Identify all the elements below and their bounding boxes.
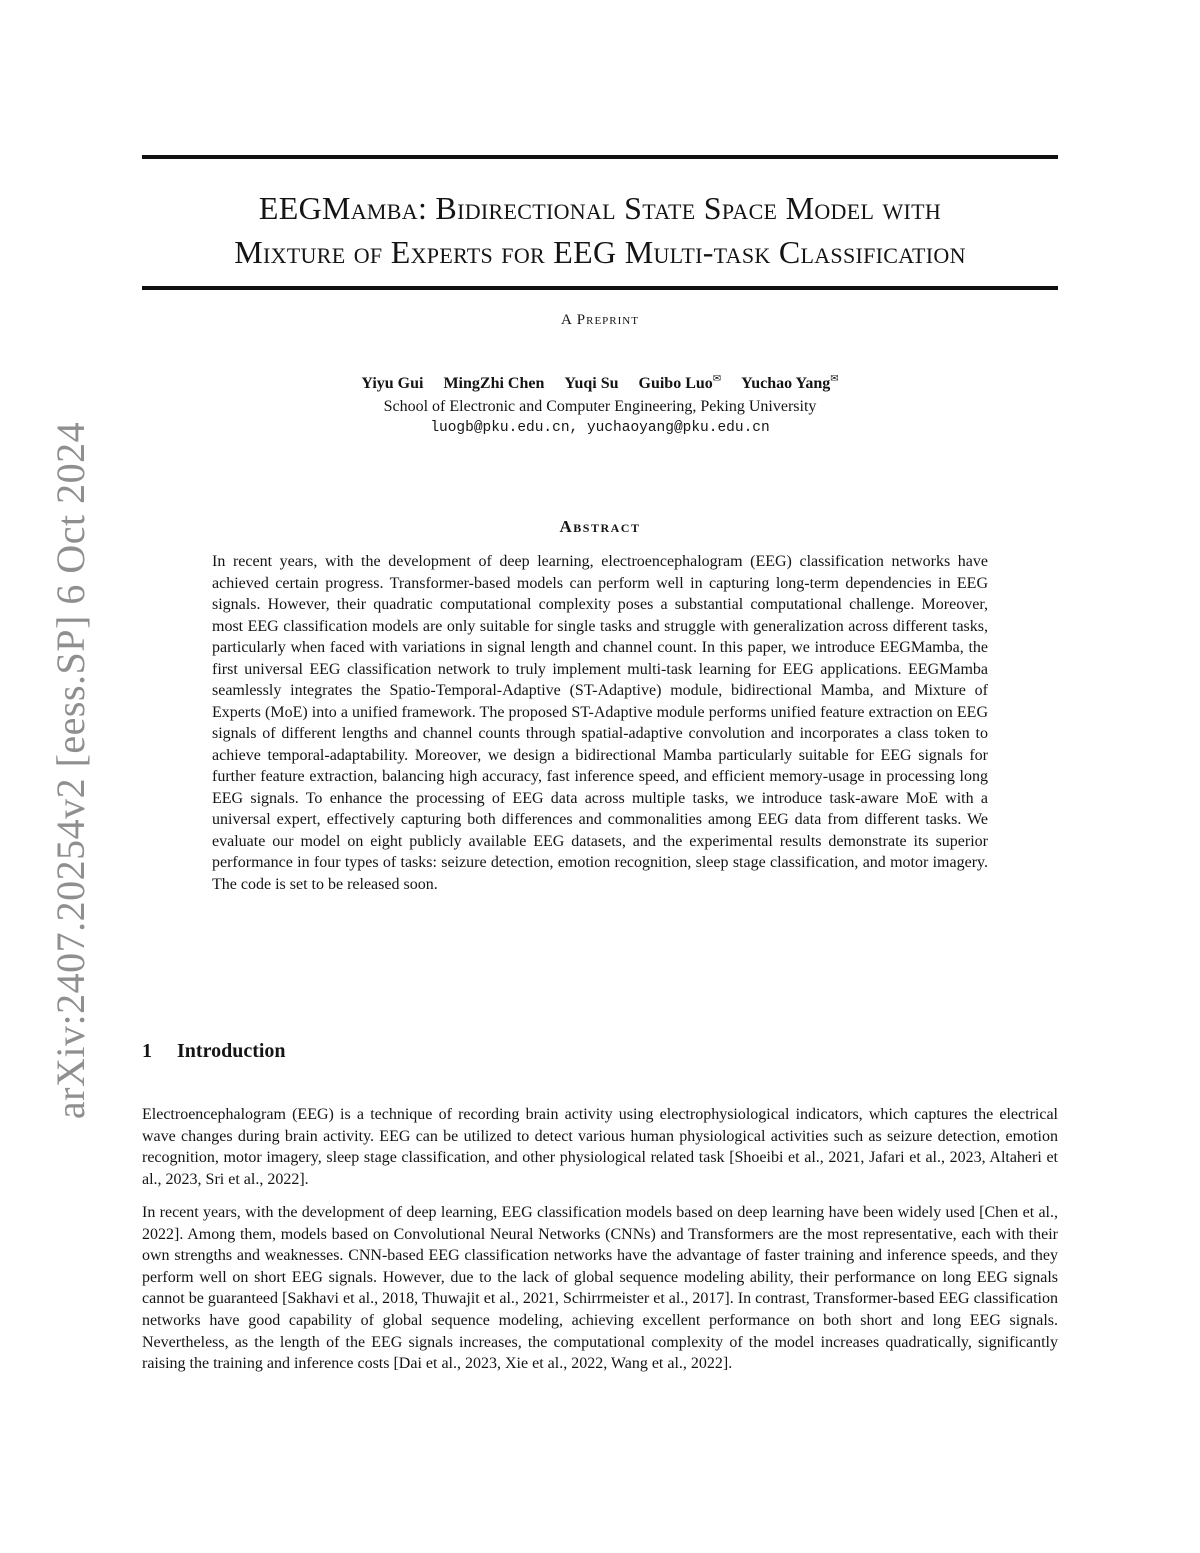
author-name: Yiyu Gui	[361, 375, 424, 393]
envelope-icon: ✉	[712, 374, 722, 385]
author-name: Guibo Luo	[638, 375, 713, 393]
author-name: MingZhi Chen	[443, 375, 545, 393]
title-bottom-rule	[142, 286, 1058, 290]
author-list	[0, 374, 1200, 393]
author	[564, 375, 618, 392]
section-title: Introduction	[177, 1040, 286, 1062]
author	[443, 375, 544, 392]
intro-paragraph: In recent years, with the development of deep learning, EEG classification models based on deep learning have been widely used [Chen et al., 2022]. Among them, models based on Convolutional Neural Networks (CNNs) and Transformers are the most representative, each with their own strengths and weaknesses. CNN-based EEG classification networks have the advantage of faster training and inference speeds, and they perform well on short EEG signals. However, due to the lack of global sequence modeling ability, their performance on long EEG signals cannot be guaranteed [Sakhavi et al., 2018, Thuwajit et al., 2021, Schirrmeister et al., 2017]. In contrast, Transformer-based EEG classification networks have good capability of global sequence modeling, achieving excellent performance on both short and long EEG signals. Nevertheless, as the length of the EEG signals increases, the computational complexity of the model increases quadratically, significantly raising the training and inference costs [Dai et al., 2023, Xie et al., 2022, Wang et al., 2022].	[142, 1204, 1058, 1373]
contact-emails: luogb@pku.edu.cn, yuchaoyang@pku.edu.cn	[430, 420, 770, 436]
paper-title	[142, 186, 1058, 274]
abstract-text: In recent years, with the development of deep learning, electroencephalogram (EEG) classification networks have achieved certain progress. Transformer-based models can perform well in capturing long-term dependencies in EEG signals. However, their quadratic computational complexity poses a substantial computational challenge. Moreover, most EEG classification models are only suitable for single tasks and struggle with generalization across different tasks, particularly when faced with variations in signal length and channel count. In this paper, we introduce EEGMamba, the first universal EEG classification network to truly implement multi-task learning for EEG applications. EEGMamba seamlessly integrates the Spatio-Temporal-Adaptive (ST-Adaptive) module, bidirectional Mamba, and Mixture of Experts (MoE) into a unified framework. The proposed ST-Adaptive module performs unified feature extraction on EEG signals of different lengths and channel counts through spatial-adaptive convolution and incorporates a class token to achieve temporal-adaptability. Moreover, we design a bidirectional Mamba particularly suitable for EEG signals for further feature extraction, balancing high accuracy, fast inference speed, and efficient memory-usage in processing long EEG signals. To enhance the processing of EEG data across multiple tasks, we introduce task-aware MoE with a universal expert, effectively capturing both differences and commonalities among EEG data from different tasks. We evaluate our model on eight publicly available EEG datasets, and the experimental results demonstrate its superior performance in four types of tasks: seizure detection, emotion recognition, sleep stage classification, and motor imagery. The code is set to be released soon.	[212, 553, 988, 893]
abstract-heading: Abstract	[559, 517, 641, 536]
title-line-1: EEGMamba: Bidirectional State Space Model with	[258, 190, 942, 226]
author	[361, 375, 423, 392]
affiliation: School of Electronic and Computer Engineering, Peking University	[383, 398, 817, 415]
author	[741, 375, 838, 392]
author-name: Yuqi Su	[564, 375, 619, 393]
title-top-rule	[142, 155, 1058, 159]
title-line-2: Mixture of Experts for EEG Multi-task Classification	[234, 234, 966, 270]
author	[639, 375, 722, 392]
section-number: 1	[142, 1040, 152, 1062]
arxiv-identifier: arXiv:2407.20254v2 [eess.SP] 6 Oct 2024	[48, 421, 94, 1119]
envelope-icon: ✉	[830, 374, 839, 385]
preprint-label: A Preprint	[561, 312, 639, 328]
intro-paragraph: Electroencephalogram (EEG) is a technique of recording brain activity using electrophysiological indicators, which captures the electrical wave changes during brain activity. EEG can be utilized to detect various human physiological activities such as seizure detection, emotion recognition, motor imagery, sleep stage classification, and other physiological related task [Shoeibi et al., 2021, Jafari et al., 2023, Altaheri et al., 2023, Sri et al., 2022].	[142, 1106, 1058, 1188]
author-name: Yuchao Yang	[741, 375, 831, 393]
section-heading	[142, 1040, 286, 1063]
